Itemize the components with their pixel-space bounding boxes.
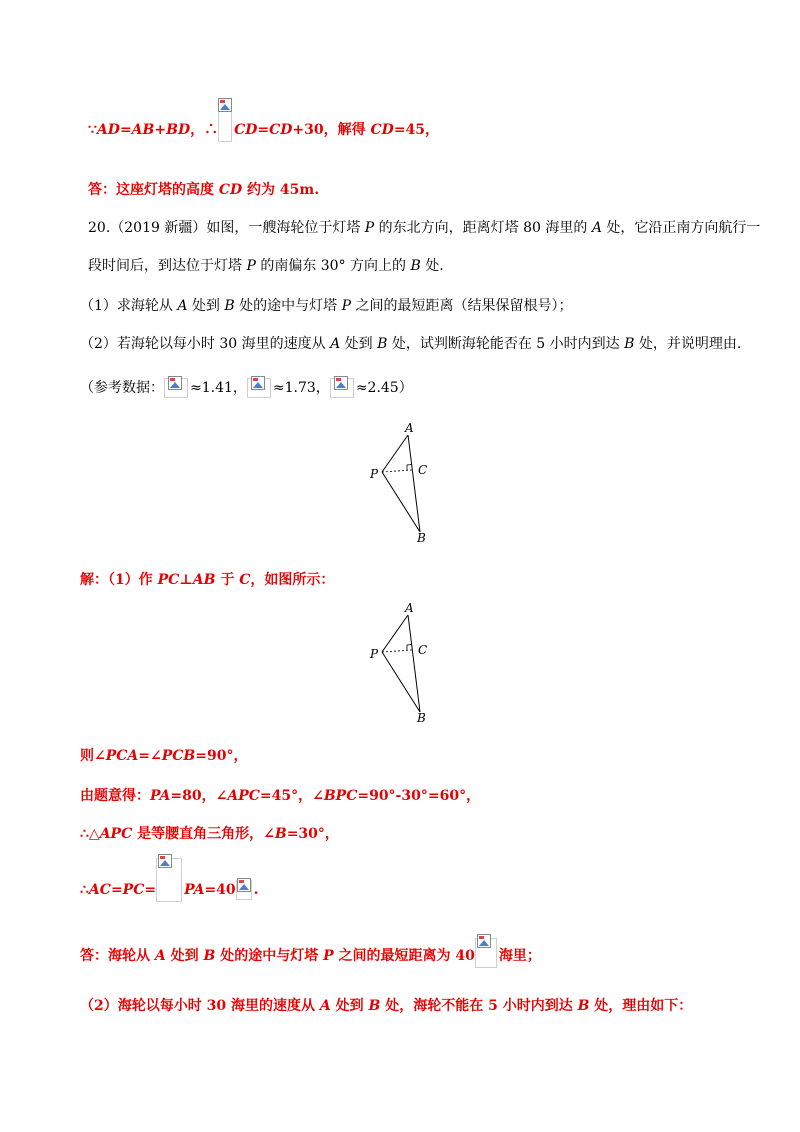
text: 段时间后，到达位于灯塔 (88, 258, 247, 274)
var-PC: PC (157, 572, 180, 588)
text: 处到 (187, 298, 225, 314)
var-CD: CD (218, 182, 243, 198)
var-CD: CD (370, 122, 394, 138)
text: = (144, 882, 157, 898)
label-C: C (418, 463, 428, 477)
text: 由题意得： (80, 788, 150, 804)
text: 处，试判断海轮能否在 5 小时内到达 (387, 336, 625, 352)
question-20-part-2 (80, 334, 741, 354)
segment-PA (382, 435, 408, 472)
text: 之间的最短距离为 40 (333, 948, 475, 964)
var-A: A (154, 948, 166, 964)
var-PC: PC (122, 882, 145, 898)
broken-image-icon (218, 120, 234, 140)
solution-line-given (80, 786, 480, 806)
var-PA: PA (184, 882, 205, 898)
solution-part-2-intro (80, 996, 692, 1016)
text: = (110, 882, 123, 898)
solution-line-1 (88, 120, 439, 140)
right-angle-mark (407, 465, 412, 471)
text: 处的途中与灯塔 (215, 948, 324, 964)
text: 处到 (330, 998, 369, 1014)
broken-image-icon (247, 378, 273, 398)
var-BPC: BPC (323, 788, 358, 804)
equals: = (257, 122, 270, 138)
broken-image-icon (156, 880, 184, 900)
solution-line-ac-pc (80, 880, 259, 900)
text: 处，海轮不能在 5 小时内到达 (380, 998, 578, 1014)
text: （参考数据： (80, 380, 164, 396)
text: 约为 45m. (242, 182, 320, 198)
var-A: A (319, 998, 331, 1014)
var-AC: AC (88, 882, 111, 898)
var-P: P (323, 948, 334, 964)
plus: + (154, 122, 167, 138)
solution-line-isosceles (80, 824, 339, 844)
var-BD: BD (166, 122, 191, 138)
because-symbol: ∵ (88, 122, 97, 138)
label-A: A (405, 421, 414, 435)
var-B: B (368, 998, 381, 1014)
text: 处到 (165, 948, 204, 964)
var-P: P (341, 298, 352, 314)
text: 处到 (340, 336, 378, 352)
text: =40 (204, 882, 236, 898)
broken-image-icon (236, 880, 254, 900)
text: 的南偏东 30° 方向上的 (255, 258, 411, 274)
text: 答：这座灯塔的高度 (88, 182, 219, 198)
text: 是等腰直角三角形，∠ (132, 826, 275, 842)
text: 的东北方向，距离灯塔 80 海里的 (374, 220, 592, 236)
var-B: B (203, 948, 216, 964)
text: 处，理由如下： (589, 998, 693, 1014)
text: 处的途中与灯塔 (234, 298, 342, 314)
value-sqrt2: ≈1.41， (190, 380, 247, 396)
var-B: B (224, 298, 235, 314)
solution-part-1-intro (80, 570, 334, 590)
text: 于 (215, 572, 240, 588)
var-B: B (624, 336, 635, 352)
segment-PB (382, 652, 420, 712)
text: ∴ (80, 882, 89, 898)
equals: = (119, 122, 132, 138)
text: =30°， (286, 826, 339, 842)
text: =∠ (138, 748, 162, 764)
answer-part-1 (80, 946, 541, 966)
text: 则∠ (80, 748, 106, 764)
var-PCA: PCA (105, 748, 139, 764)
text: ∴△ (80, 826, 100, 842)
var-A: A (591, 220, 602, 236)
text: 海里； (498, 948, 541, 964)
reference-data (80, 378, 413, 398)
broken-image-icon (330, 378, 356, 398)
perp-symbol: ⊥ (179, 572, 193, 588)
var-CD: CD (269, 122, 293, 138)
segment-AB (408, 615, 420, 712)
segment-PA (382, 615, 408, 652)
text: =80，∠ (170, 788, 228, 804)
text: =90°， (195, 748, 248, 764)
var-APC: APC (227, 788, 260, 804)
label-P: P (370, 467, 379, 481)
var-B: B (274, 826, 287, 842)
var-C: C (239, 572, 251, 588)
text: 处. (420, 258, 444, 274)
label-A: A (405, 601, 414, 615)
value-sqrt6: ≈2.45） (355, 380, 413, 396)
var-PCB: PCB (161, 748, 196, 764)
right-angle-mark (407, 645, 412, 651)
text: 之间的最短距离（结果保留根号）； (351, 298, 573, 314)
text: 答：海轮从 (80, 948, 155, 964)
question-number: 20. (88, 220, 111, 236)
label-P: P (370, 647, 379, 661)
question-20-part-1 (80, 296, 572, 316)
segment-PB (382, 472, 420, 532)
text: =45， (393, 122, 440, 138)
var-B: B (377, 336, 388, 352)
broken-image-icon (475, 946, 499, 966)
text: +30，解得 (292, 122, 371, 138)
segment-PC (382, 470, 412, 472)
var-B: B (410, 258, 421, 274)
text: =45°，∠ (259, 788, 324, 804)
text: =90°-30°=60°， (357, 788, 481, 804)
text: 解：（1）作 (80, 572, 158, 588)
text: 处，它沿正南方向航行一 (601, 220, 761, 236)
var-CD: CD (234, 122, 258, 138)
broken-image-icon (164, 378, 190, 398)
value-sqrt3: ≈1.73， (272, 380, 330, 396)
var-PA: PA (150, 788, 171, 804)
var-A: A (330, 336, 341, 352)
text: ，如图所示： (250, 572, 335, 588)
question-20-line-1 (88, 218, 760, 238)
text: （1）求海轮从 (80, 298, 178, 314)
text: 处，并说明理由. (634, 336, 742, 352)
segment-AB (408, 435, 420, 532)
triangle-figure-1 (360, 420, 450, 550)
answer-line-1 (88, 180, 319, 200)
text: . (253, 882, 259, 898)
var-APC: APC (99, 826, 133, 842)
question-20-line-2 (88, 256, 444, 276)
triangle-figure-2 (360, 600, 450, 730)
text: （2019 新疆）如图，一艘海轮位于灯塔 (110, 220, 365, 236)
var-P: P (364, 220, 375, 236)
solution-line-angles (80, 746, 247, 766)
var-P: P (246, 258, 256, 274)
label-B: B (417, 531, 426, 545)
segment-PC (382, 650, 412, 652)
label-B: B (417, 711, 426, 725)
label-C: C (418, 643, 428, 657)
var-AD: AD (96, 122, 120, 138)
text: （2）海轮以每小时 30 海里的速度从 (80, 998, 320, 1014)
var-AB: AB (192, 572, 216, 588)
therefore: ，∴ (190, 122, 219, 138)
text: （2）若海轮以每小时 30 海里的速度从 (80, 336, 331, 352)
var-A: A (177, 298, 188, 314)
var-AB: AB (131, 122, 155, 138)
var-B: B (577, 998, 590, 1014)
